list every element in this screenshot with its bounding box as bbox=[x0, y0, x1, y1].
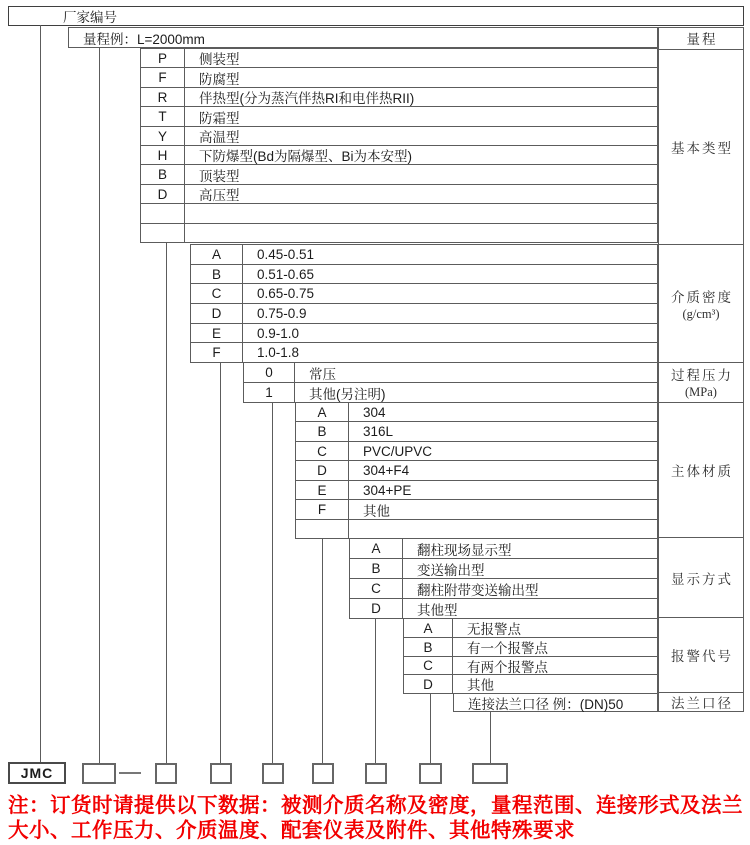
code-cell: C bbox=[404, 657, 453, 674]
section-label-flange bbox=[659, 692, 743, 711]
category-label-column bbox=[658, 27, 744, 712]
code-cell: A bbox=[404, 619, 453, 637]
material-row-B bbox=[295, 421, 658, 442]
section-label-text: 介质密度 bbox=[671, 289, 733, 305]
model-code-box-2 bbox=[155, 763, 177, 784]
code-cell: T bbox=[141, 107, 185, 126]
model-code-box-4 bbox=[262, 763, 284, 784]
section-label-text: 报警代号 bbox=[671, 649, 733, 665]
desc-cell: 其他 bbox=[467, 678, 494, 693]
ordering-note-line2: 大小、工作压力、介质温度、配套仪表及附件、其他特殊要求 bbox=[8, 819, 575, 842]
model-code-box-6 bbox=[365, 763, 387, 784]
code-cell: C bbox=[350, 579, 403, 598]
connector-line bbox=[99, 48, 100, 763]
desc-cell: 有两个报警点 bbox=[467, 659, 548, 675]
code-cell: H bbox=[141, 146, 185, 164]
code-cell: F bbox=[141, 68, 185, 87]
ordering-note bbox=[8, 793, 748, 843]
desc-cell: 顶装型 bbox=[199, 168, 240, 184]
code-cell: E bbox=[191, 324, 243, 342]
code-cell: B bbox=[191, 265, 243, 283]
basic_type-row-R bbox=[140, 87, 658, 107]
display-row-A bbox=[349, 538, 658, 559]
section-label-alarm bbox=[659, 617, 743, 692]
alarm-row-D bbox=[403, 674, 658, 694]
ordering-note-line1: 注：订货时请提供以下数据：被测介质名称及密度，量程范围、连接形式及法兰 bbox=[8, 794, 743, 817]
desc-cell: 下防爆型(Bd为隔爆型、Bi为本安型) bbox=[199, 149, 413, 164]
desc-cell: 0.45-0.51 bbox=[257, 247, 315, 262]
connector-line bbox=[220, 362, 221, 763]
basic_type-row-T bbox=[140, 106, 658, 127]
model-code-box-5 bbox=[312, 763, 334, 784]
code-cell: B bbox=[296, 422, 349, 441]
connector-line bbox=[272, 402, 273, 763]
code-cell bbox=[141, 204, 185, 223]
connector-line bbox=[430, 693, 431, 763]
desc-cell: 翻柱附带变送输出型 bbox=[417, 582, 539, 598]
display-row-D bbox=[349, 598, 658, 619]
material-row-A bbox=[295, 402, 658, 422]
model-code-box-8 bbox=[472, 763, 508, 784]
code-cell: D bbox=[141, 185, 185, 203]
desc-cell: 翻柱现场显示型 bbox=[417, 542, 512, 558]
material-row-D bbox=[295, 460, 658, 481]
code-cell: D bbox=[191, 304, 243, 323]
display-row-B bbox=[349, 558, 658, 579]
desc-cell: PVC/UPVC bbox=[363, 443, 433, 459]
code-cell: P bbox=[141, 49, 185, 67]
model-prefix-box bbox=[8, 762, 66, 784]
desc-cell: 304 bbox=[363, 404, 386, 420]
code-cell: A bbox=[191, 245, 243, 264]
code-cell: A bbox=[296, 403, 349, 421]
code-cell bbox=[141, 224, 185, 242]
flange-row bbox=[453, 693, 658, 712]
basic_type-row-Y bbox=[140, 126, 658, 146]
desc-cell: 0.51-0.65 bbox=[257, 266, 315, 282]
code-cell: D bbox=[404, 675, 453, 693]
display-row-C bbox=[349, 578, 658, 599]
section-label-text: 基本类型 bbox=[671, 141, 733, 157]
desc-cell: 304+PE bbox=[363, 482, 412, 498]
density-row-E bbox=[190, 323, 658, 343]
basic_type-row-empty-9 bbox=[140, 223, 658, 243]
section-label-text: 显示方式 bbox=[671, 571, 733, 587]
desc-cell: 0.75-0.9 bbox=[257, 306, 307, 321]
code-cell: D bbox=[296, 461, 349, 480]
desc-cell: 304+F4 bbox=[363, 463, 410, 478]
model-code-box-1 bbox=[82, 763, 116, 784]
section-label-unit: (MPa) bbox=[685, 385, 717, 400]
section-label-pressure bbox=[659, 362, 743, 402]
basic_type-row-B bbox=[140, 164, 658, 185]
desc-cell: 其他(另注明) bbox=[309, 386, 386, 402]
material-row-empty-6 bbox=[295, 519, 658, 539]
code-cell: C bbox=[191, 284, 243, 303]
manufacturer-code-label: 厂家编号 bbox=[63, 10, 117, 25]
density-row-A bbox=[190, 244, 658, 265]
desc-cell: 常压 bbox=[309, 366, 336, 382]
density-row-B bbox=[190, 264, 658, 284]
desc-cell: 无报警点 bbox=[467, 622, 521, 637]
model-prefix-label: JMC bbox=[20, 765, 54, 781]
model-code-box-7 bbox=[419, 763, 442, 784]
section-label-basic_type bbox=[659, 49, 743, 244]
desc-cell: 有一个报警点 bbox=[467, 641, 548, 656]
code-cell: B bbox=[350, 559, 403, 578]
section-label-range bbox=[659, 28, 743, 49]
material-row-F bbox=[295, 499, 658, 520]
density-row-F bbox=[190, 342, 658, 363]
density-row-D bbox=[190, 303, 658, 324]
section-label-text: 量程 bbox=[686, 32, 718, 48]
range-example-text: 量程例：L=2000mm bbox=[83, 31, 205, 47]
code-cell: E bbox=[296, 481, 349, 499]
section-label-material bbox=[659, 402, 743, 538]
desc-cell: 高压型 bbox=[199, 188, 240, 203]
code-cell: B bbox=[404, 638, 453, 656]
basic_type-row-D bbox=[140, 184, 658, 204]
code-cell bbox=[296, 520, 349, 538]
manufacturer-code-row bbox=[8, 6, 744, 26]
desc-cell: 侧装型 bbox=[199, 52, 240, 67]
desc-cell bbox=[185, 204, 657, 223]
code-cell: F bbox=[191, 343, 243, 362]
desc-cell bbox=[349, 520, 657, 538]
section-label-density bbox=[659, 244, 743, 362]
connector-line bbox=[490, 712, 491, 763]
desc-cell: 伴热型(分为蒸汽伴热RI和电伴热RII) bbox=[199, 91, 415, 106]
section-label-unit: (g/cm³) bbox=[682, 306, 720, 321]
code-cell: 0 bbox=[244, 363, 295, 382]
code-cell: Y bbox=[141, 127, 185, 145]
desc-cell: 防霜型 bbox=[199, 110, 240, 126]
pressure-row-1 bbox=[243, 382, 658, 403]
pressure-row-0 bbox=[243, 362, 658, 383]
basic_type-row-P bbox=[140, 48, 658, 68]
code-cell: D bbox=[350, 599, 403, 618]
material-row-E bbox=[295, 480, 658, 500]
desc-cell: 0.9-1.0 bbox=[257, 325, 300, 341]
desc-cell: 0.65-0.75 bbox=[257, 286, 315, 301]
code-cell: 1 bbox=[244, 383, 295, 402]
code-cell: A bbox=[350, 539, 403, 558]
connector-line bbox=[375, 618, 376, 763]
connector-line bbox=[40, 25, 41, 763]
alarm-row-C bbox=[403, 656, 658, 675]
desc-cell: 1.0-1.8 bbox=[257, 345, 300, 360]
basic_type-row-H bbox=[140, 145, 658, 165]
code-cell: R bbox=[141, 88, 185, 106]
density-row-C bbox=[190, 283, 658, 304]
material-row-C bbox=[295, 441, 658, 461]
section-label-text: 主体材质 bbox=[671, 464, 733, 480]
alarm-row-A bbox=[403, 618, 658, 638]
desc-cell: 变送输出型 bbox=[417, 562, 485, 578]
desc-cell: 其他 bbox=[363, 503, 390, 519]
desc-cell: 高温型 bbox=[199, 130, 240, 145]
desc-cell: 316L bbox=[363, 424, 394, 439]
section-label-display bbox=[659, 537, 743, 617]
desc-cell: 防腐型 bbox=[199, 71, 240, 87]
section-label-text: 法兰口径 bbox=[671, 696, 733, 711]
basic_type-row-F bbox=[140, 67, 658, 88]
desc-cell: 其他型 bbox=[417, 602, 458, 618]
connector-line bbox=[166, 242, 167, 763]
code-cell: F bbox=[296, 500, 349, 519]
basic_type-row-empty-8 bbox=[140, 203, 658, 224]
model-code-dash bbox=[119, 772, 141, 774]
model-code-box-3 bbox=[210, 763, 232, 784]
desc-cell bbox=[185, 224, 657, 242]
section-label-text: 过程压力 bbox=[671, 368, 733, 384]
flange-text: 连接法兰口径 例：(DN)50 bbox=[468, 696, 624, 712]
code-cell: C bbox=[296, 442, 349, 460]
range-row bbox=[68, 27, 658, 48]
alarm-row-B bbox=[403, 637, 658, 657]
code-cell: B bbox=[141, 165, 185, 184]
connector-line bbox=[322, 538, 323, 763]
